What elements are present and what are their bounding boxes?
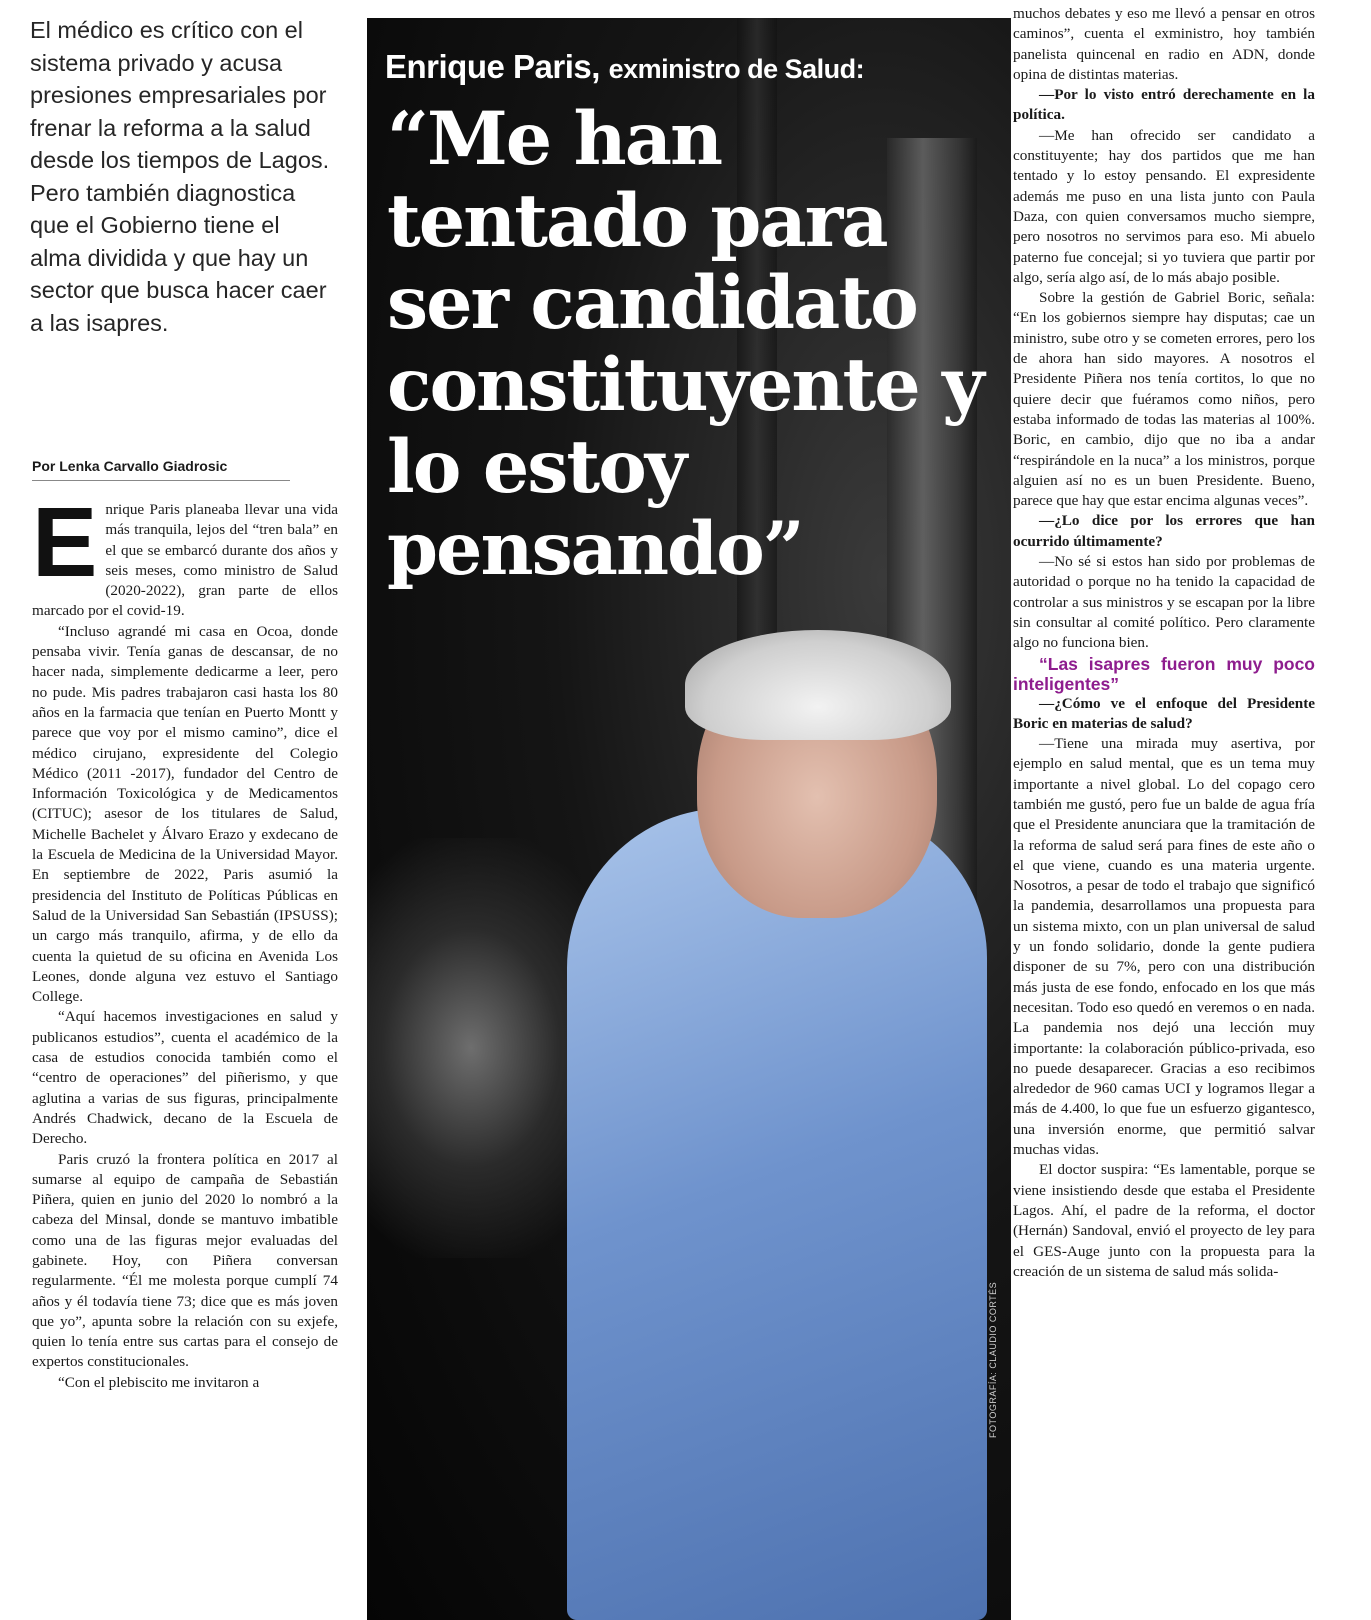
body-paragraph: nrique Paris planeaba llevar una vida más tranquila, lejos del “tren bala” en el que se embarcó durante dos años y seis meses, como ministro de Salud (2020-2022), gran parte de ellos marcado por el covid-19. bbox=[32, 501, 338, 620]
body-paragraph: —No sé si estos han sido por problemas de autoridad o porque no ha tenido la capacidad de controlar a sus ministros y se escapan por la libre sin consultar al comité político. Pero claramente algo no funciona bien. bbox=[1013, 553, 1315, 652]
body-paragraph: “Con el plebiscito me invitaron a bbox=[58, 1373, 260, 1391]
subject-jacket bbox=[567, 808, 987, 1620]
photo-credit: FOTOGRAFÍA: CLAUDIO CORTÉS bbox=[988, 1281, 998, 1438]
body-paragraph: “Incluso agrandé mi casa en Ocoa, donde pensaba vivir. Tenía ganas de descansar, de no hacer nada, simplemente dedicarme a leer, pero no pude. Mis padres trabajaron casi hasta los 80 años en la farmacia que tenían en Puerto Montt y parece que voy por el mismo camino”, dice el médico cirujano, expresidente del Colegio Médico (2011 -2017), fundador del Centro de Información Toxicológica y de Medicamentos (CITUC); asesor de los titulares de Salud, Michelle Bachelet y Álvaro Erazo y exdecano de la Escuela de Medicina de la Universidad Mayor. En septiembre de 2022, Paris asumió la presidencia del Instituto de Políticas Públicas en Salud de la Universidad San Sebastián (IPSUSS); un cargo más tranquilo, afirma, y de ello da cuenta la quietud de su oficina en Avenida Los Leones, donde alguna vez estuvo el Santiago College. bbox=[32, 622, 338, 1006]
article-deck: El médico es crítico con el sistema privado y acusa presiones empresariales por frenar la reforma a la salud desde los tiempos de Lagos. Pero también diagnostica que el Gobierno tiene el alma dividida y que hay un sector que busca hacer caer a las isapres. bbox=[30, 17, 330, 336]
right-block-1 bbox=[1013, 4, 1315, 654]
body-paragraph: —Tiene una mirada muy asertiva, por ejemplo en salud mental, que es un tema muy importante a nivel global. Lo del copago cero también me gustó, pero fue un balde de agua fría que el Presidente anunciara que la tramitación de la reforma de salud será para fines de este año o el que viene, cuando es una materia urgente. Nosotros, a pesar de todo el trabajo que significó la pandemia, desarrollamos una propuesta para un sistema mixto, con un plan universal de salud y un fondo solidario, donde la gente pudiera disponer de su 7%, pero con una distribución más justa de ese fondo, enfocado en los que más necesitan. Todo eso quedó en veremos o en nada. La pandemia nos dejó una lección muy importante: la colaboración público-privada, eso no puede desaparecer. Gracias a eso recibimos alrededor de 960 camas UCI y logramos llegar a más de 4.400, lo que fue un esfuerzo gigantesco, una inversión enorme, que permitió salvar muchas vidas. bbox=[1013, 735, 1315, 1159]
right-block-2 bbox=[1013, 694, 1315, 1283]
body-paragraph: Paris cruzó la frontera política en 2017 al sumarse al equipo de campaña de Sebastián Piñera, quien en junio del 2020 lo nombró a la cabeza del Minsal, donde se mantuvo imbatible como una de las figuras mejor evaluadas del gabinete. Hoy, con Piñera conversan regularmente. “Él me molesta porque cumplí 74 años y él todavía tiene 73; dice que es más joven que yo”, apunta sobre la relación con su exjefe, quien lo tenía entre sus cartas para el consejo de expertos constitucionales. bbox=[32, 1150, 338, 1371]
interview-question: —¿Cómo ve el enfoque del Presidente Boric en materias de salud? bbox=[1013, 694, 1315, 732]
kicker-name: Enrique Paris, bbox=[385, 48, 600, 85]
byline: Por Lenka Carvallo Giadrosic bbox=[32, 458, 290, 481]
body-paragraph: —Me han ofrecido ser candidato a constituyente; hay dos partidos que me han tentado y lo estoy pensando. El expresidente además me puso en una lista junto con Paula Daza, con quien conversamos mucho siempre, pero nosotros no servimos para eso. Mi abuelo paterno fue concejal; si yo tuviera que partir por algo, sería algo así, de lo más abajo posible. bbox=[1013, 126, 1315, 286]
headline: “Me han tentado para ser candidato constituyente y lo estoy pensando” bbox=[387, 96, 983, 592]
body-paragraph: Sobre la gestión de Gabriel Boric, señala: “En los gobiernos siempre hay disputas; cae un ministro, sube otro y se cometen errores, pero los de ahora han sido mayores. A nosotros el Presidente Piñera nos tenía cortitos, lo que no quiere decir que fuéramos como niños, pero estaba informado de todas las materias al 100%. Boric, en cambio, dijo que no iba a andar “respirándole en la nuca” a los ministros, porque alguien así no es un buen Presidente. Bueno, parece que hay que estar encima algunas veces”. bbox=[1013, 289, 1315, 510]
kicker-role: exministro de Salud: bbox=[608, 54, 865, 84]
drop-cap: E bbox=[32, 500, 98, 597]
body-paragraph: muchos debates y eso me llevó a pensar en otros caminos”, cuenta el exministro, hoy también panelista quincenal en radio en ADN, donde opina de distintas materias. bbox=[1013, 5, 1315, 83]
section-subhead: “Las isapres fueron muy poco inteligentes” bbox=[1013, 653, 1315, 694]
right-column bbox=[1013, 4, 1315, 1618]
body-paragraph: “Aquí hacemos investigaciones en salud y publicanos estudios”, cuenta el académico de la casa de estudios conocida también como el “centro de operaciones” del piñerismo, y que aglutina a varias de sus figuras, principalmente Andrés Chadwick, decano de la Escuela de Derecho. bbox=[32, 1008, 338, 1148]
headline-kicker bbox=[385, 48, 1005, 86]
body-paragraph: El doctor suspira: “Es lamentable, porque se viene insistiendo desde que estaba el Presidente Lagos. Ahí, el padre de la reforma, el doctor (Hernán) Sandoval, envió el proyecto de ley para el GES-Auge junto con la propuesta para la creación de un sistema de salud más solida- bbox=[1013, 1161, 1315, 1280]
interview-question: —¿Lo dice por los errores que han ocurrido últimamente? bbox=[1013, 512, 1315, 550]
left-column bbox=[32, 500, 338, 1615]
interview-question: —Por lo visto entró derechamente en la política. bbox=[1013, 86, 1315, 124]
subject-hair bbox=[685, 630, 951, 740]
portrait-photo bbox=[367, 18, 1011, 1620]
